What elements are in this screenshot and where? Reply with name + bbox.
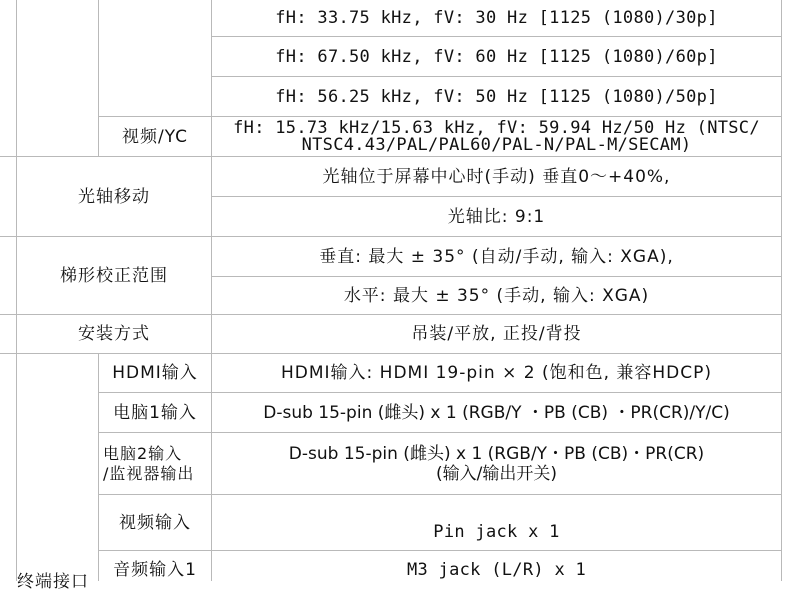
value-line: D-sub 15-pin (雌头) x 1 (RGB/Y・PB (CB)・PR(CR): [288, 443, 705, 464]
label-line: /监视器输出: [103, 463, 195, 483]
value-text: 水平: 最大 ± 35° (手动, 输入: XGA): [343, 285, 650, 306]
label-text: 安装方式: [78, 324, 150, 344]
value-line: NTSC4.43/PAL/PAL60/PAL-N/PAL-M/SECAM): [301, 134, 692, 155]
row-label-installation: [17, 315, 211, 353]
label-text: 视频输入: [119, 512, 191, 533]
row-label-hdmi: [99, 354, 211, 392]
row-label-video-in: [99, 495, 211, 550]
value-text: Pin jack x 1: [433, 522, 560, 542]
column-divider: [781, 0, 782, 581]
label-text: 音频输入1: [113, 560, 197, 580]
value-text: 垂直: 最大 ± 35° (自动/手动, 输入: XGA),: [319, 246, 674, 267]
signal-fh-67: [212, 37, 781, 76]
value-line: fH: 15.73 kHz/15.63 kHz, fV: 59.94 Hz/50 Hz (NTSC/: [233, 117, 760, 138]
label-text: HDMI输入: [112, 363, 198, 383]
label-text: 梯形校正范围: [60, 265, 168, 286]
label-text: 光轴移动: [78, 186, 150, 207]
row-label-pc2: [99, 433, 211, 494]
signal-fh-56: [212, 77, 781, 116]
label-text: 电脑1输入: [113, 402, 197, 423]
value-text: 光轴比: 9:1: [447, 206, 546, 227]
row-label-video-yc: [99, 117, 211, 156]
value-text: fH: 33.75 kHz, fV: 30 Hz [1125 (1080)/30p]: [275, 8, 718, 28]
value-text: fH: 67.50 kHz, fV: 60 Hz [1125 (1080)/60p]: [275, 46, 718, 67]
value-text: D-sub 15-pin (雌头) x 1 (RGB/Y ・PB (CB) ・PR(CR)/Y/C): [263, 402, 730, 423]
lens-shift-value-2: [212, 197, 781, 236]
label-text: 终端接口: [17, 572, 89, 592]
hdmi-value: [212, 354, 781, 392]
signal-fh-33: [212, 0, 781, 36]
value-text: M3 jack (L/R) x 1: [406, 560, 587, 580]
label-line: 电脑2输入: [103, 443, 183, 463]
installation-value: [212, 315, 781, 353]
pc1-value: [212, 393, 781, 432]
value-line: (输入/输出开关): [436, 463, 557, 484]
label-text: 视频/YC: [121, 126, 189, 147]
value-text: 光轴位于屏幕中心时(手动) 垂直0～+40%,: [322, 166, 671, 187]
keystone-value-2: [212, 277, 781, 314]
value-text: HDMI输入: HDMI 19-pin × 2 (饱和色, 兼容HDCP): [280, 363, 713, 383]
row-label-pc1: [99, 393, 211, 432]
row-label-lens-shift: [17, 157, 211, 236]
keystone-value-1: [212, 237, 781, 276]
audio-in1-value: [212, 551, 781, 589]
signal-video-yc: [212, 117, 781, 156]
pc2-value: [212, 433, 781, 494]
row-label-terminals: [17, 568, 98, 592]
value-text: 吊装/平放, 正投/背投: [411, 324, 582, 344]
row-label-audio-in1: [99, 551, 211, 589]
row-label-keystone: [17, 237, 211, 314]
lens-shift-value-1: [212, 157, 781, 196]
video-in-value: [212, 495, 781, 550]
value-text: fH: 56.25 kHz, fV: 50 Hz [1125 (1080)/50p]: [275, 86, 718, 107]
